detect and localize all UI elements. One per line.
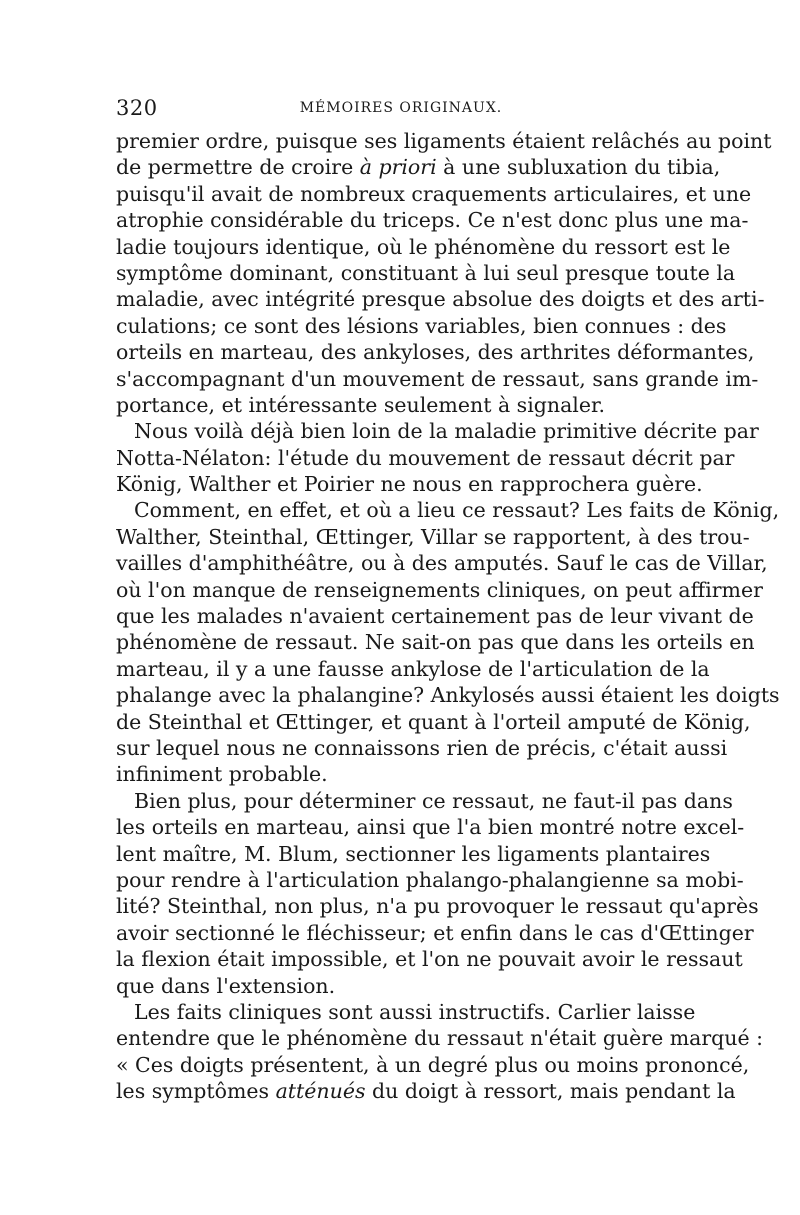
text-line: lité? Steinthal, non plus, n'a pu provoquer le ressaut qu'après <box>116 894 759 919</box>
text-line: lent maître, M. Blum, sectionner les ligaments plantaires <box>116 841 711 866</box>
running-title: MÉMOIRES ORIGINAUX. <box>299 100 503 116</box>
text-line: la flexion était impossible, et l'on ne pouvait avoir le ressaut <box>116 947 743 972</box>
italic-phrase: à priori <box>359 155 437 180</box>
text-line: où l'on manque de renseignements cliniques, on peut affirmer <box>116 577 763 602</box>
text-line: maladie, avec intégrité presque absolue des doigts et des arti- <box>116 287 765 312</box>
text-line: vailles d'amphithéâtre, ou à des amputés. Sauf le cas de Villar, <box>116 551 768 576</box>
text-line: les orteils en marteau, ainsi que l'a bien montré notre excel- <box>116 815 745 840</box>
text-line: symptôme dominant, constituant à lui seul presque toute la <box>116 260 736 285</box>
text-line: que dans l'extension. <box>116 973 336 998</box>
text-line: phénomène de ressaut. Ne sait-on pas que dans les orteils en <box>116 630 755 655</box>
text-line: sur lequel nous ne connaissons rien de précis, c'était aussi <box>116 735 728 760</box>
text-line: Nous voilà déjà bien loin de la maladie primitive décrite par <box>134 419 759 444</box>
text-line: premier ordre, puisque ses ligaments étaient relâchés au point <box>116 129 772 153</box>
text-line: entendre que le phénomène du ressaut n'était guère marqué : <box>116 1026 764 1051</box>
text-line: puisqu'il avait de nombreux craquements articulaires, et une <box>116 181 752 206</box>
running-head <box>116 96 686 126</box>
text-line: König, Walther et Poirier ne nous en rapprochera guère. <box>116 472 703 497</box>
text-line: Walther, Steinthal, Œttinger, Villar se rapportent, à des trou- <box>116 524 750 549</box>
text-line: « Ces doigts présentent, à un degré plus ou moins prononcé, <box>116 1052 750 1077</box>
text-line: Notta-Nélaton: l'étude du mouvement de ressaut décrit par <box>116 445 735 470</box>
text-line: de Steinthal et Œttinger, et quant à l'orteil amputé de König, <box>116 709 751 734</box>
text-line: avoir sectionné le fléchisseur; et enfin dans le cas d'Œttinger <box>116 920 754 945</box>
text-line: Comment, en effet, et où a lieu ce ressaut? Les faits de König, <box>134 498 780 523</box>
text-line: pour rendre à l'articulation phalango-phalangienne sa mobi- <box>116 867 744 892</box>
text-line: infiniment probable. <box>116 762 328 787</box>
text-line: atrophie considérable du triceps. Ce n'est donc plus une ma- <box>116 208 749 233</box>
page-number: 320 <box>116 96 158 120</box>
text-line: portance, et intéressante seulement à signaler. <box>116 392 606 417</box>
text-line: orteils en marteau, des ankyloses, des arthrites déformantes, <box>116 340 755 365</box>
text-line: ladie toujours identique, où le phénomène du ressort est le <box>116 234 731 259</box>
text-line: de permettre de croire à priori à une subluxation du tibia, <box>116 155 721 180</box>
text-line: Les faits cliniques sont aussi instructifs. Carlier laisse <box>134 999 696 1024</box>
text-line: que les malades n'avaient certainement pas de leur vivant de <box>116 604 754 629</box>
text-line: phalange avec la phalangine? Ankylosés aussi étaient les doigts <box>116 683 780 708</box>
italic-phrase: atténués <box>275 1079 366 1104</box>
text-line: s'accompagnant d'un mouvement de ressaut, sans grande im- <box>116 366 759 391</box>
text-line: Bien plus, pour déterminer ce ressaut, ne faut-il pas dans <box>134 788 733 813</box>
body-text <box>116 128 780 1104</box>
text-line: marteau, il y a une fausse ankylose de l'articulation de la <box>116 656 710 681</box>
text-line: les symptômes atténués du doigt à ressort, mais pendant la <box>116 1079 736 1104</box>
text-line: culations; ce sont des lésions variables, bien connues : des <box>116 313 727 338</box>
